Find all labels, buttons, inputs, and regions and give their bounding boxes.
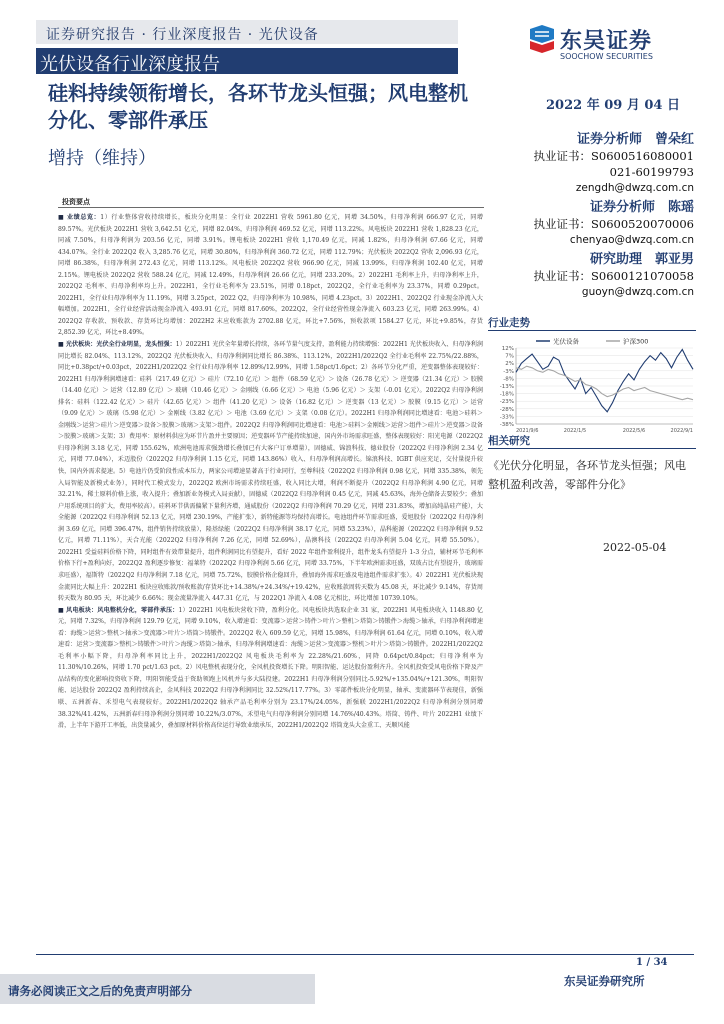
divider	[488, 330, 696, 331]
series-line	[516, 350, 693, 412]
y-tick-label: 12%	[501, 346, 514, 352]
key-point-lead: ■ 业绩总览：	[58, 214, 101, 221]
trend-heading: 行业走势	[488, 317, 530, 329]
analyst-list	[498, 128, 694, 300]
logo-english: SOOCHOW SECURITIES	[560, 52, 653, 61]
key-point-text: 1）2022H1 风电板块营收下降，盈利分化。风电板块共选取企业 31 家，2022H1 风电板块收入 1148.80 亿元，同增 7.32%，归母净利润 129.79 亿元，同增 9.10%，收入增速看：变流器＞运营＞铸件＞叶片＞整机＞塔筒＞铸锻件＞海缆＞轴承，归母净利润增速看：海缆＞运营＞整机＞轴承＞变流器＞叶片＞塔筒＞铸锻件。2022Q2 收入 609.59 亿元，同增 15.98%，归母净利润 61.64 亿元，同增 0.10%，收入增速看：运营＞变流器＞整机＞铸锻件＞叶片＞海缆＞塔筒＞轴承，归母净利润增速看：海缆＞运营＞变流器＞整机＞叶片＞塔筒＞铸锻件。2022H1/2022Q2 毛利率小幅下降，归母净利率同比上升，2022H1/2022Q2 风电板块毛利率为 22.28%/21.60%，同降 0.64pct/0.84pct；归母净利率为 11.30%/10.26%，同增 1.70 pct/1.63 pct。2）风电整机表现分化，全风机投资增长下降。明阳智能、运达股份盈利齐升。全风机投资受风电价格下降及产品结构的变化影响投资收下降，明阳智能受益于资助领跑上风机并与多大陆投建。2022H1 归母净利润分别同比-5.92%/+135.04%/+121.30%，明阳智能、运达股份 2022Q2 盈利持续高企，金风科技 2022Q2 归母净利润同比 32.52%/117.77%。3）零部件板块分化明显，轴承、变流器环节表现佳，新强联、五洲新春、禾望电气表现较好。2022H1/2022Q2 轴承产品毛利率分别为 23.17%/24.05%，新强联 2022H1/2022Q2 归母净利润分别同增 38.32%/41.42%，五洲新春归母净利润分别同增 10.22%/3.07%，禾望电气归母净利润分别同增 14.76%/40.43%。塔筒、铸件、叶片 2022H1 业绩下滑，上半年下游开工率低，出货量减少，叠加原材料价格高位运行导致业绩承压，2022H1/2022Q2 塔筒龙头大金重工、天顺风能	[58, 606, 483, 730]
x-tick-label: 2021/9/6	[516, 428, 539, 434]
key-point-text: 1）行业整体营收持续增长，板块分化明显：全行业 2022H1 营收 5961.80 亿元，同增 34.50%，归母净利润 666.97 亿元，同增 89.57%。光伏板块 2022H1 营收 3,642.51 亿元，同增 82.04%，归母净利润 469.52 亿元，同增 113.22%。风电板块 2022H1 营收 1,828.23 亿元，同减 7.50%，归母净利润为 203.56 亿元，同增 3.91%。锂电板块 2022H1 营收 1,170.49 亿元，同减 1.82%，归母净利润 67.66 亿元，同增 434.07%。全行业 2022Q2 收入 3,285.76 亿元，同增 30.80%，归母净利润 360.72 亿元，同增 112.79%；光伏板块 2022Q2 营收 2,096.93 亿元，同增 86.38%，归母净利润 272.43 亿元，同增 113.12%。风电板块 2022Q2 营收 966.90 亿元，同减 13.99%，归母净利润 102.40 亿元，同增 2.15%。锂电板块 2022Q2 营收 588.24 亿元，同减 12.49%，归母净利润 26.66 亿元，同增 233.20%。2）2022H1 毛利率上升，归母净利率上升，2022Q2 毛利率、归母净利率均上升。2022H1，全行业毛利率为 23.51%，同增 0.18pct，2022Q2，全行业毛利率为 23.37%，同增 0.29pct。2022H1，全行业归母净利率为 11.19%，同增 3.25pct，2022 Q2，归母净利率为 10.98%，同增 4.23pct。3）2022H1、2022Q2 行业现金净流入大幅增加。2022H1，全行业经营活动现金净流入 493.91 亿元，同增 817.60%，2022Q2，全行业经营性现金净流入 603.23 亿元，同增 263.99%。4）2022Q2 存收款、预收款、存货环比均增加：2022H2 末应收账款为 2702.88 亿元，环比+7.56%，预收款项 1584.27 亿元，环比+9.85%，存货 2,852.39 亿元，环比+8.49%。	[58, 214, 483, 337]
divider	[488, 448, 696, 449]
analyst-cert: 执业证书：S0600520070006	[533, 217, 694, 231]
analyst-email[interactable]: chenyao@dwzq.com.cn	[569, 234, 694, 246]
series-line	[516, 366, 693, 400]
analyst-block	[498, 132, 694, 196]
analyst-email[interactable]: zengdh@dwzq.com.cn	[575, 182, 694, 194]
report-type: 光伏设备行业深度报告	[40, 54, 220, 75]
y-tick-label: -8%	[503, 376, 514, 383]
analyst-phone: 021-60199793	[609, 165, 694, 179]
y-tick-label: -18%	[499, 391, 514, 398]
key-point-paragraph	[58, 605, 483, 732]
logo-mark-icon	[527, 24, 557, 54]
footer-organization: 东吴证券研究所	[564, 974, 645, 988]
x-tick-label: 2022/9/1	[670, 428, 693, 434]
analyst-cert: 执业证书：S0600516080001	[533, 149, 694, 163]
key-points-body	[58, 212, 483, 950]
key-point-lead: ■ 风电板块：风电整机分化，零部件承压：	[58, 606, 179, 614]
y-tick-label: -28%	[499, 406, 514, 413]
legend-label: 光伏设备	[553, 337, 579, 346]
related-heading: 相关研究	[488, 435, 530, 447]
y-tick-label: -23%	[499, 399, 514, 406]
logo-chinese: 东吴证券	[560, 29, 653, 54]
key-point-paragraph	[58, 212, 483, 339]
y-tick-label: 7%	[505, 353, 514, 360]
y-tick-label: -33%	[499, 414, 514, 421]
footer-divider	[36, 954, 694, 955]
report-date: 2022 年 09 月 04 日	[546, 98, 680, 113]
key-points-heading: 投资要点	[62, 197, 90, 206]
y-tick-label: -13%	[499, 384, 514, 390]
key-point-text: 1）2022H1 光伏全年量增长持续，各环节量气度支持，盈利能力持续增强：2022H1 光伏板块收入、归母净利润同比增长 82.04%、113.12%，2022Q2 光伏板块收入、归母净利润同比增长 86.38%、113.12%，2022H1/2022Q2 全行业毛利率 22.75%/22.88%，同比+0.38pct/+0.03pct，2022H1/2022Q2 全行业归母净利率 12.89%/12.99%，同增 1.58pct/1.6pct；2）各环节分化严重，逆变器整体表现较好：2022H1 归母净利润增速看：硅料（217.49 亿元）＞ 硅片（72.10 亿元）＞ 组件（68.59 亿元）＞ 设备（26.78 亿元）＞ 逆变器（21.34 亿元）＞ 胶膜（14.40 亿元）＞ 运营（12.89 亿元）＞ 玻璃（10.46 亿元）＞ 金刚线（6.66 亿元）＞ 电池（5.96 亿元）＞ 支架（-0.01 亿元）。2022Q2 归母净利润排名：硅料（122.42 亿元）＞ 硅片（42.65 亿元）＞ 组件（41.20 亿元）＞ 设备（16.82 亿元）＞ 逆变器（13 亿元）＞ 胶膜（9.15 亿元）＞ 运营（9.09 亿元）＞ 玻璃（5.98 亿元）＞ 金刚线（3.82 亿元）＞ 电池（3.69 亿元）＞ 支架（0.08 亿元）。2022H1 归母净利润同比增速看：电池＞硅料＞金刚线＞运营＞硅片＞逆变器＞设备＞胶膜＞玻璃＞支架＞组件。2022Q2 归母净利润同比增速看：电池＞硅料＞金刚线＞运营＞组件＞硅片＞逆变器＞设备＞胶膜＞玻璃＞支架；3）费用率：原材料供应为环节片盈并主要原因；逆变器环节产能持续加速，国内外市场需求旺盛，整体表现较好：阳光电源（2022Q2 归母净利润 3.18 亿元，同增 155.62%，欧洲电池需求强劲增长叠加已有大客户订单增量），固德威、锦浪科技、德业股份（2022Q2 归母净利润 2.34 亿元，同增 77.04%），禾迈股份（2022Q2 归母净利润 1.15 亿元，同增 143.86%）收入、归母净利润高增长。锦浪科技、IGBT 供应充足，交付量提升较快，国内外需求提速。5）电池片仍受阶段性成本压力，两家公司增速显著高于行业同行，至尊科技（2022Q2 归母净利润 0.98 亿元，同增 335.38%，领先入局智能及新模式业务），同时代工模式发力，2022Q2 欧洲市场需求持续旺盛，收入同比大增，利润不断提升（2022Q2 归母净利润 4.90 亿元，同增 32.21%，稀土原料价格上涨，收入提升；叠加新业务模式入局贡献），固德威（2022Q2 归母净利润 0.45 亿元，同减 45.63%，海外仓储备去要较少；叠加户用系统项目的扩大，费用率较高）。硅料环节供需偏紧下量利齐增，通威股份（2022Q2 归母净利润 70.29 亿元，同增 231.83%，增加高纯晶硅产能），大全能源（2022Q2 归母净利润 52.13 亿元，同增 230.19%，产能扩张），新特能源等均保持高增长。电池组件环节需求旺盛，爱旭股份（2022Q2 归母净利润 3.69 亿元，同增 396.47%，组件销售持续放量），隆基绿能（2022Q2 归母净利润 38.17 亿元，同增 53.23%），晶科能源（2022Q2 归母净利润 9.52 亿元，同增 71.11%），天合光能（2022Q2 归母净利润 7.26 亿元，同增 52.69%），晶澳科技（2022Q2 归母净利润 5.04 亿元，同增 55.50%）。2022H1 受益硅料价格下降，同时组件有效带量提升，组件利润同比有望提升，看好 2022 年组件盈利提升，组件龙头有望提升 1-3 分点，辅材环节毛利率价格下行+盈利向好，2022Q2 盈利逐步修复：福莱特（2022Q2 归母净利润 5.66 亿元，同增 33.75%，下半年欧洲需求旺盛，双玻占比有望提升，玻璃需求旺盛），福斯特（2022Q2 归母净利润 7.18 亿元，同增 75.72%，胶膜价格企稳回升，叠加海外需求旺盛及电池组件需求扩张）。4）2022H1 光伏板块现金流同比大幅上升：2022H1 板块应收账款/预收账款/存货环比+14.38%/+24.34%/+19.42%，应收账款周转天数为 45.08 天，环比减少 9.14%，存货周转天数为 80.95 天，环比减少 6.66%；现金流量净流入 447.31 亿元，与 2022Q1 净流入 4.08 亿元相比，环比增加 10739.10%。	[58, 341, 483, 603]
legend-label: 沪深300	[623, 337, 649, 346]
x-tick-label: 2022/5/6	[622, 428, 646, 434]
page-number: 1 / 34	[636, 957, 668, 968]
y-tick-label: -38%	[499, 422, 514, 428]
rating: 增持（维持）	[48, 148, 156, 169]
related-report-date: 2022-05-04	[603, 541, 667, 554]
y-tick-label: -3%	[503, 368, 514, 375]
analyst-name: 证券分析师 陈瑶	[589, 200, 694, 215]
disclaimer-link[interactable]: 请务必阅读正文之后的免责声明部分	[8, 984, 192, 998]
report-title: 硅料持续领衔增长，各环节龙头恒强；风电整机分化、零部件承压	[48, 81, 468, 132]
key-point-paragraph	[58, 339, 483, 605]
analyst-name: 证券分析师 曾朵红	[576, 132, 694, 147]
divider	[58, 207, 484, 208]
related-report-link[interactable]: 《光伏分化明显，各环节龙头恒强；风电整机盈利改善，零部件分化》	[488, 459, 686, 491]
analyst-cert: 执业证书：S0600121070058	[533, 269, 694, 283]
analyst-name: 研究助理 郭亚男	[589, 252, 694, 267]
trend-chart	[488, 336, 698, 442]
analyst-block	[498, 200, 694, 248]
company-logo	[527, 24, 697, 64]
analyst-block	[498, 252, 694, 300]
y-tick-label: 2%	[505, 361, 514, 368]
breadcrumb: 证券研究报告 · 行业深度报告 · 光伏设备	[46, 27, 319, 43]
x-tick-label: 2022/1/5	[563, 428, 587, 434]
analyst-email[interactable]: guoyn@dwzq.com.cn	[581, 286, 694, 298]
key-point-lead: ■ 光伏板块：光伏全行业明显，龙头恒强：	[58, 341, 176, 349]
